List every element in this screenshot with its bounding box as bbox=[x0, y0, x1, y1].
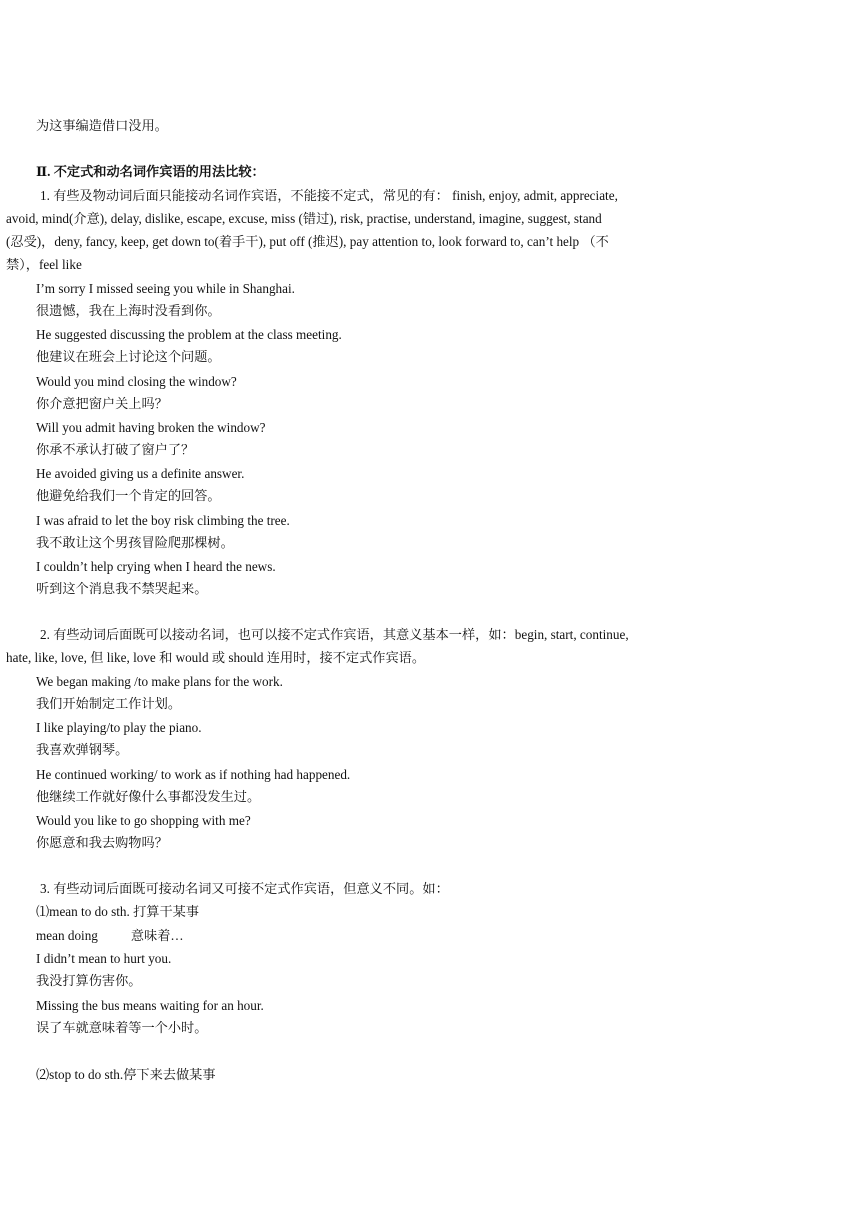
point1-line: (忍受)，deny, fancy, keep, get down to(着手干), put off (推迟), pay attention to, look forward to, can’t help （不 bbox=[6, 234, 609, 249]
example-sentence: Will you admit having broken the window? bbox=[36, 420, 266, 435]
example-sentence: I didn’t mean to hurt you. bbox=[36, 951, 172, 966]
section-heading: Ⅱ. 不定式和动名词作宾语的用法比较： bbox=[36, 164, 265, 179]
example-sentence: Missing the bus means waiting for an hour. bbox=[36, 998, 264, 1013]
point2-line: 2. 有些动词后面既可以接动名词，也可以接不定式作宾语，其意义基本一样，如：begin, start, continue, bbox=[40, 627, 629, 642]
point2-line: hate, like, love, 但 like, love 和 would 或 should 连用时，接不定式作宾语。 bbox=[6, 650, 426, 665]
example-sentence: He continued working/ to work as if nothing had happened. bbox=[36, 767, 351, 782]
example-translation: 你介意把窗户关上吗？ bbox=[36, 396, 168, 411]
example-translation: 我没打算伤害你。 bbox=[36, 973, 142, 988]
example-sentence: Would you mind closing the window? bbox=[36, 374, 237, 389]
example-sentence: Would you like to go shopping with me? bbox=[36, 813, 251, 828]
example-translation: 你愿意和我去购物吗？ bbox=[36, 835, 168, 850]
example-sentence: I like playing/to play the piano. bbox=[36, 720, 202, 735]
usage-item: ⑴mean to do sth. 打算干某事 bbox=[36, 904, 200, 919]
example-translation: 误了车就意味着等一个小时。 bbox=[36, 1020, 208, 1035]
example-translation: 他避免给我们一个肯定的回答。 bbox=[36, 488, 221, 503]
example-translation: 他建议在班会上讨论这个问题。 bbox=[36, 349, 221, 364]
point1-line: 1. 有些及物动词后面只能接动名词作宾语，不能接不定式，常见的有： finish, enjoy, admit, appreciate, bbox=[40, 188, 618, 203]
example-sentence: He suggested discussing the problem at the class meeting. bbox=[36, 327, 342, 342]
example-translation: 我喜欢弹钢琴。 bbox=[36, 742, 129, 757]
intro-line: 为这事编造借口没用。 bbox=[36, 118, 168, 133]
example-sentence: We began making /to make plans for the work. bbox=[36, 674, 283, 689]
example-translation: 他继续工作就好像什么事都没发生过。 bbox=[36, 789, 261, 804]
example-sentence: He avoided giving us a definite answer. bbox=[36, 466, 245, 481]
example-translation: 听到这个消息我不禁哭起来。 bbox=[36, 581, 208, 596]
usage-item: mean doing 意味着… bbox=[36, 928, 184, 943]
example-sentence: I’m sorry I missed seeing you while in Shanghai. bbox=[36, 281, 295, 296]
example-translation: 很遗憾，我在上海时没看到你。 bbox=[36, 303, 221, 318]
point1-line: 禁），feel like bbox=[6, 257, 82, 272]
example-translation: 你承不承认打破了窗户了？ bbox=[36, 442, 195, 457]
usage-item: ⑵stop to do sth.停下来去做某事 bbox=[36, 1067, 216, 1082]
point3-line: 3. 有些动词后面既可接动名词又可接不定式作宾语，但意义不同。如： bbox=[40, 881, 449, 896]
example-sentence: I was afraid to let the boy risk climbing the tree. bbox=[36, 513, 290, 528]
example-translation: 我们开始制定工作计划。 bbox=[36, 696, 182, 711]
example-sentence: I couldn’t help crying when I heard the news. bbox=[36, 559, 276, 574]
example-translation: 我不敢让这个男孩冒险爬那棵树。 bbox=[36, 535, 234, 550]
point1-line: avoid, mind(介意), delay, dislike, escape, excuse, miss (错过), risk, practise, understand, imagine, suggest, stand bbox=[6, 211, 602, 226]
